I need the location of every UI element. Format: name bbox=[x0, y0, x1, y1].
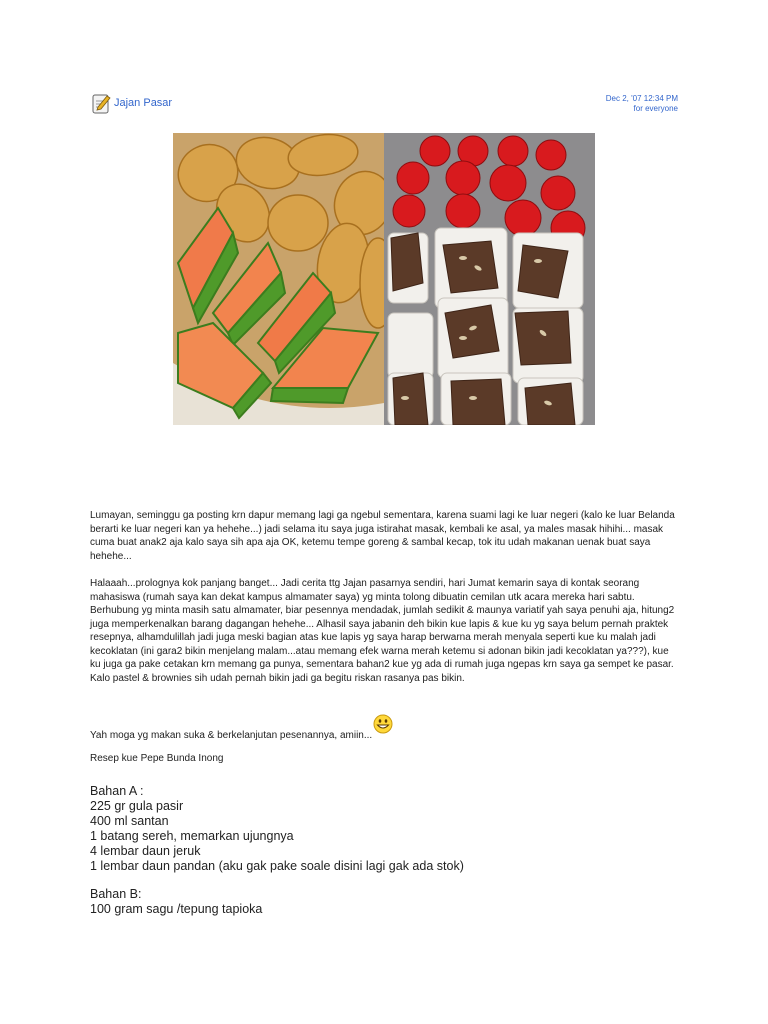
post-date: Dec 2, '07 12:34 PM bbox=[605, 94, 678, 103]
post-title-link[interactable]: Jajan Pasar bbox=[114, 97, 173, 109]
paragraph-story: Halaaah...prolognya kok panjang banget... Jadi cerita ttg Jajan pasarnya sendiri, hari Jumat kemarin saya di kontak seorang mahasiswa (rumah saya kan dekat kampus almamater saya) yg minta tolong dibuatin cemilan utk acara mereka hari sabtu. Berhubung yg minta masih satu almamater, biar pesennya mendadak, jumlah sedikit & maunya variatif yah saya penuhi aja, hitung2 juga memperkenalkan barang dagangan hehehe... Alhasil saya jabanin deh bikin kue lapis & kue ku yg saya belum pernah praktek resepnya, alhamdulillah jadi juga meski bagian atas kue lapis yg saya harap berwarna merah menyala seperti kue ku malah jadi kecoklatan (ini gara2 bikin menjelang malam...atau memang efek warna merah ketemu si adonan bikin jadi kecoklatan ya???), kue ku juga ga pake cetakan krn memang ga punya, sementara bahan2 kue yg ada di rumah juga ngepas krn saya ga sempet ke pasar. Kalo pastel & brownies sih udah pernah bikin jadi ga begitu riskan rasanya pas bikin. bbox=[90, 578, 675, 684]
blog-entry-icon bbox=[92, 93, 111, 114]
closing-text: Yah moga yg makan suka & berkelanjutan pesenannya, amiin... bbox=[90, 730, 373, 741]
ingredient-item: 4 lembar daun jeruk bbox=[90, 844, 201, 858]
post-meta bbox=[606, 94, 678, 114]
ingredient-item: 225 gr gula pasir bbox=[90, 799, 184, 813]
recipe-ingredients-b bbox=[90, 887, 690, 917]
food-photo bbox=[173, 133, 595, 425]
grinning-smiley-icon bbox=[373, 714, 393, 734]
ingredient-item: 100 gram sagu /tepung tapioka bbox=[90, 902, 263, 916]
recipe-heading: Resep kue Pepe Bunda Inong bbox=[90, 753, 224, 764]
kue-pepe-and-brownies-photo bbox=[384, 133, 595, 425]
ingredient-item: 1 batang sereh, memarkan ujungnya bbox=[90, 829, 294, 843]
ingredients-b-title: Bahan B: bbox=[90, 887, 142, 901]
paragraph-closing bbox=[90, 720, 680, 743]
post-audience: for everyone bbox=[633, 104, 678, 113]
paragraph-intro: Lumayan, seminggu ga posting krn dapur memang lagi ga ngebul sementara, karena suami lagi ke luar negeri (kalo ke luar Belanda berarti ke luar negeri kan ya hehehe...) jadi selama itu saya juga istirahat masak, kembali ke asal, ya males masak hihihi... masak cuma buat anak2 aja kalo saya sih apa aja OK, ketemu tempe goreng & sambal kecap, tok itu udah makanan uenak buat saya hehehe... bbox=[90, 510, 675, 562]
ingredients-a-title: Bahan A : bbox=[90, 784, 144, 798]
pastel-and-kue-lapis-photo bbox=[173, 133, 400, 425]
ingredient-item: 1 lembar daun pandan (aku gak pake soale disini lagi gak ada stok) bbox=[90, 859, 464, 873]
recipe-ingredients-a bbox=[90, 784, 690, 874]
ingredient-item: 400 ml santan bbox=[90, 814, 169, 828]
